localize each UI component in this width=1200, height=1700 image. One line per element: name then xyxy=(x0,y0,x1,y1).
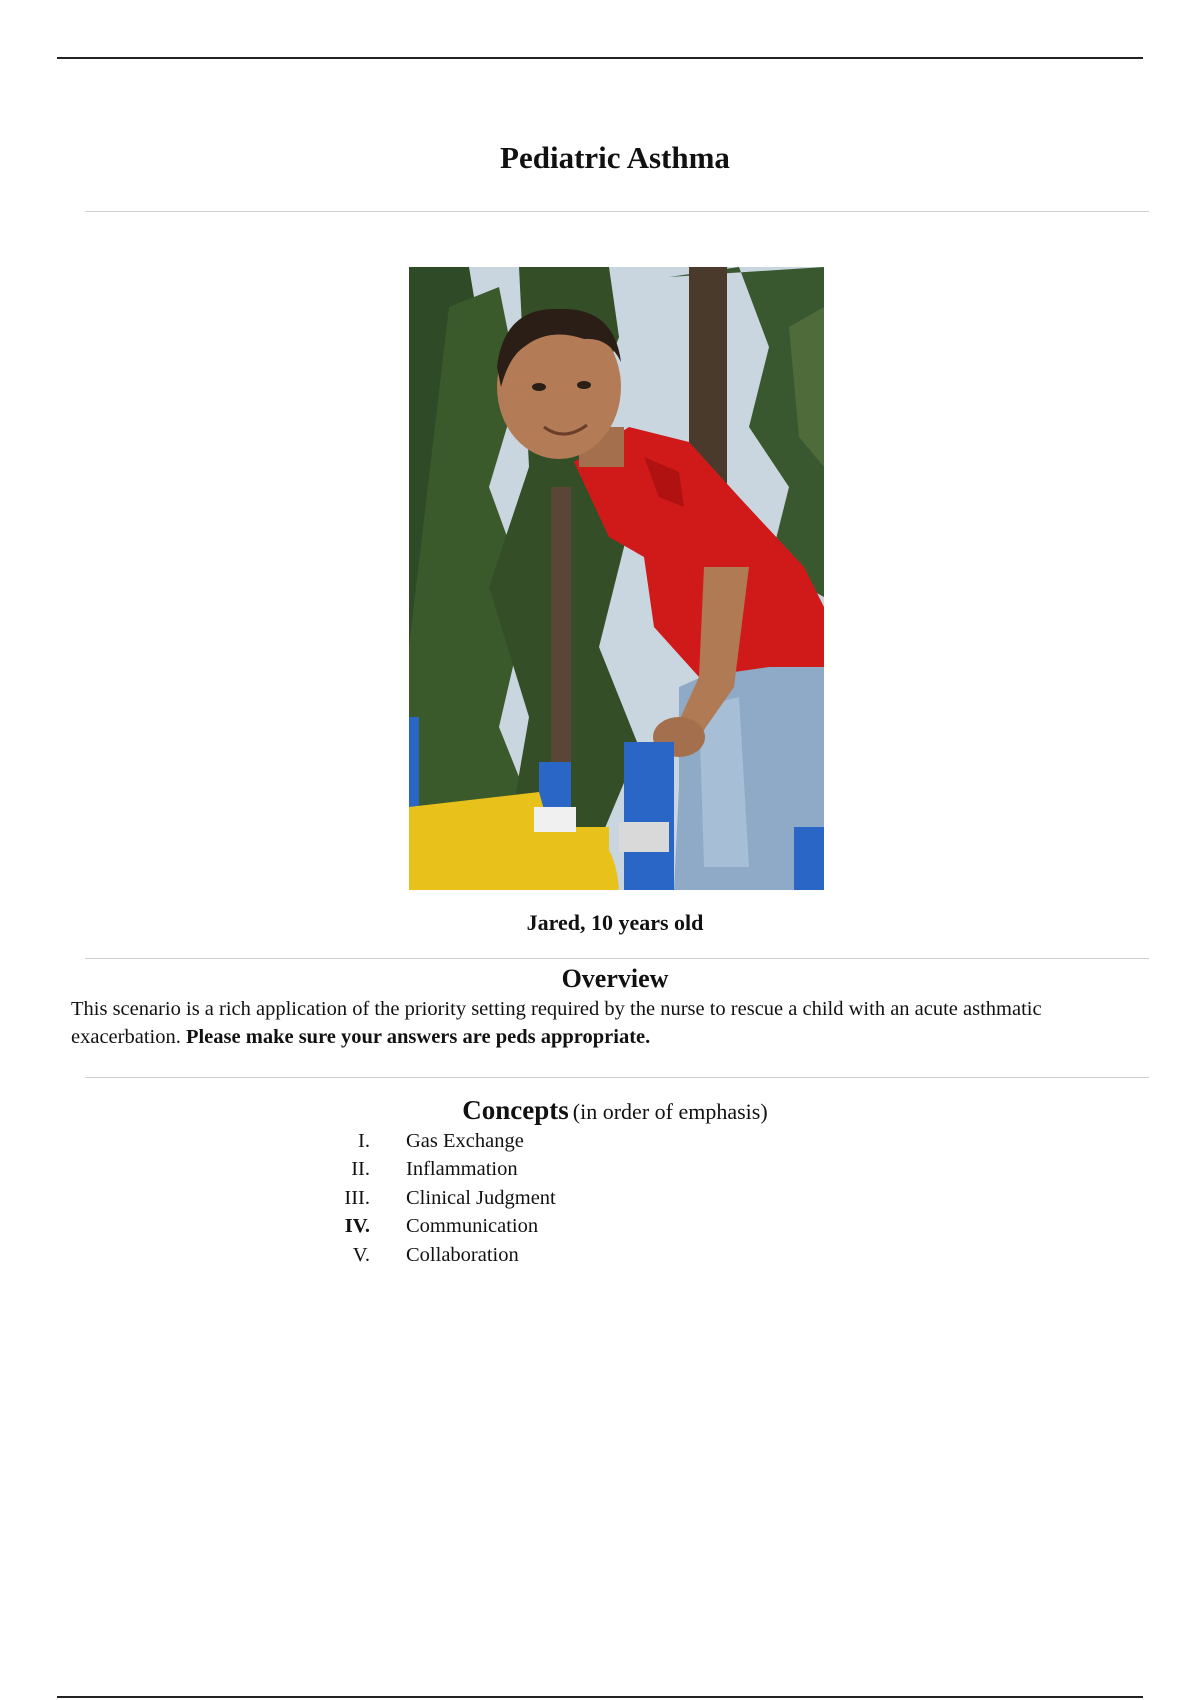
divider-title xyxy=(85,211,1149,212)
overview-heading: Overview xyxy=(561,964,669,993)
list-item xyxy=(300,1187,800,1215)
concept-label: Inflammation xyxy=(406,1158,518,1181)
concept-number: V. xyxy=(352,1243,370,1266)
list-item xyxy=(300,1215,800,1243)
overview-text xyxy=(71,995,1151,1051)
list-item xyxy=(300,1244,800,1272)
bottom-rule xyxy=(57,1696,1143,1698)
concept-label: Communication xyxy=(406,1215,539,1238)
concept-label: Gas Exchange xyxy=(406,1130,524,1152)
divider-overview xyxy=(85,1077,1149,1078)
overview-emphasis: Please make sure your answers are peds appropriate. xyxy=(185,1026,651,1048)
top-rule xyxy=(57,57,1143,59)
concept-number: III. xyxy=(344,1186,370,1209)
divider-caption xyxy=(85,958,1149,959)
concept-label: Clinical Judgment xyxy=(406,1186,556,1209)
concepts-heading xyxy=(0,1095,1200,1126)
concepts-subtitle: (in order of emphasis) xyxy=(572,1099,768,1124)
page-title: Pediatric Asthma xyxy=(500,140,730,175)
photo-caption: Jared, 10 years old xyxy=(526,910,704,935)
concept-number: II. xyxy=(351,1158,370,1181)
concept-label: Collaboration xyxy=(406,1243,519,1266)
list-item xyxy=(300,1158,800,1186)
overview-body: This scenario is a rich application of the priority setting required by the nurse to rescue a child with an acute asthmatic exacerbation. xyxy=(71,998,1042,1048)
concept-list xyxy=(300,1130,800,1272)
concept-number: I. xyxy=(358,1130,370,1152)
concept-number: IV. xyxy=(344,1215,370,1238)
child-photo xyxy=(409,267,824,890)
list-item xyxy=(300,1130,800,1158)
concepts-title: Concepts xyxy=(462,1095,569,1125)
